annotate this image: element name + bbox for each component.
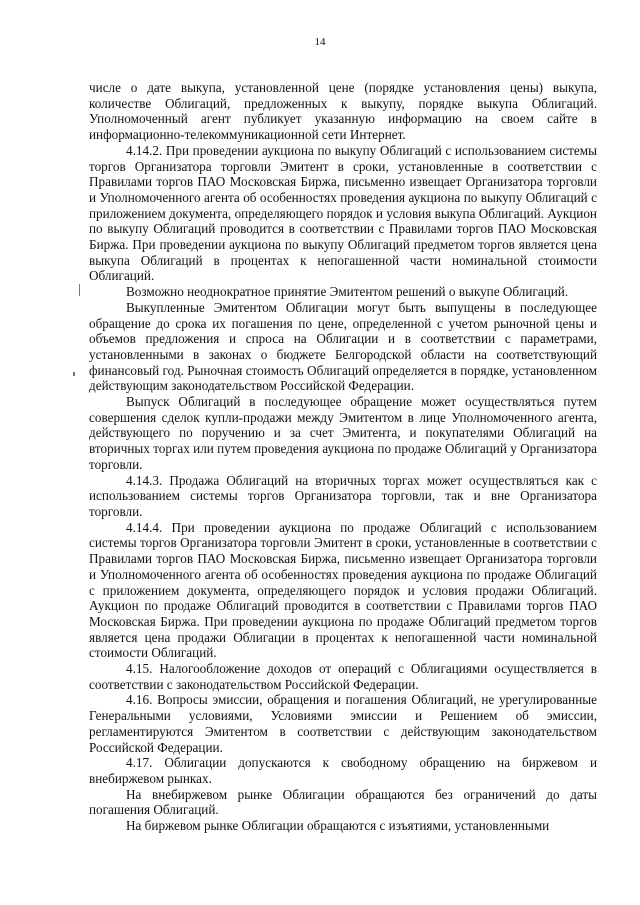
paragraph: На биржевом рынке Облигации обращаются с изъятиями, установленными: [126, 818, 550, 834]
paragraph: 4.14.4. При проведении аукциона по продаже Облигаций с использованием системы торгов Организатора торговли Эмитент в сроки, установленные в соответствии с Правилами торгов ПАО Московская Биржа, письменно извещает Организатора торговли и Уполномоченного агента об особенностях проведения аукциона по продаже Облигаций с приложением документа, определяющего порядок и условия продажи Облигаций. Аукцион по продаже Облигаций проводится в соответствии с Правилами торгов ПАО Московская Биржа. При проведении аукциона по продаже Облигаций предметом торгов является цена продажи Облигации в процентах к непогашенной части номинальной стоимости Облигаций.: [89, 519, 597, 661]
margin-mark: [79, 284, 80, 296]
paragraph: Выкупленные Эмитентом Облигации могут быть выпущены в последующее обращение до срока их погашения по цене, определенной с учетом рыночной цены и объемов предложения и спроса на Облигации и в соответствии с параметрами, установленными в законах о бюджете Белгородской области на соответствующий финансовый год. Рыночная стоимость Облигаций определяется в порядке, установленном действующим законодательством Российской Федерации.: [89, 299, 597, 394]
paragraph: 4.17. Облигации допускаются к свободному обращению на биржевом и внебиржевом рынках.: [89, 755, 597, 786]
margin-mark: [73, 372, 75, 376]
paragraph: Выпуск Облигаций в последующее обращение может осуществляться путем совершения сделок купли-продажи между Эмитентом в лице Уполномоченного агента, действующего по поручению и за счет Эмитента, и покупателями Облигаций на вторичных торгах или путем проведения аукциона по продаже Облигаций у Организатора торговли.: [89, 394, 597, 472]
document-body: [89, 80, 597, 834]
paragraph: числе о дате выкупа, установленной цене (порядке установления цены) выкупа, количестве Облигаций, предложенных к выкупу, порядке выкупа Облигаций. Уполномоченный агент публикует указанную информацию на своем сайте в информационно-телекоммуникационной сети Интернет.: [89, 80, 597, 143]
paragraph: Возможно неоднократное принятие Эмитентом решений о выкупе Облигаций.: [126, 284, 569, 300]
paragraph: 4.14.3. Продажа Облигаций на вторичных торгах может осуществляться как с использованием системы торгов Организатора торговли, так и вне Организатора торговли.: [89, 472, 597, 519]
paragraph: На внебиржевом рынке Облигации обращаются без ограничений до даты погашения Облигаций.: [89, 786, 597, 818]
page-number: 14: [314, 36, 326, 48]
paragraph: 4.16. Вопросы эмиссии, обращения и погашения Облигаций, не урегулированные Генеральными условиями, Условиями эмиссии и Решением об эмиссии, регламентируются Эмитентом в соответствии с действующим законодательством Российской Федерации.: [89, 692, 597, 755]
paragraph: 4.15. Налогообложение доходов от операций с Облигациями осуществляется в соответствии с законодательством Российской Федерации.: [89, 661, 597, 692]
paragraph: 4.14.2. При проведении аукциона по выкупу Облигаций с использованием системы торгов Организатора торговли Эмитент в сроки, установленные в соответствии с Правилами торгов ПАО Московская Биржа, письменно извещает Организатора торговли и Уполномоченного агента об особенностях проведения аукциона по выкупу Облигаций с приложением документа, определяющего порядок и условия выкупа Облигаций. Аукцион по выкупу Облигаций проводится в соответствии с Правилами торгов ПАО Московская Биржа. При проведении аукциона по выкупу Облигаций предметом торгов является цена выкупа Облигаций в процентах к непогашенной части номинальной стоимости Облигаций.: [89, 142, 597, 284]
